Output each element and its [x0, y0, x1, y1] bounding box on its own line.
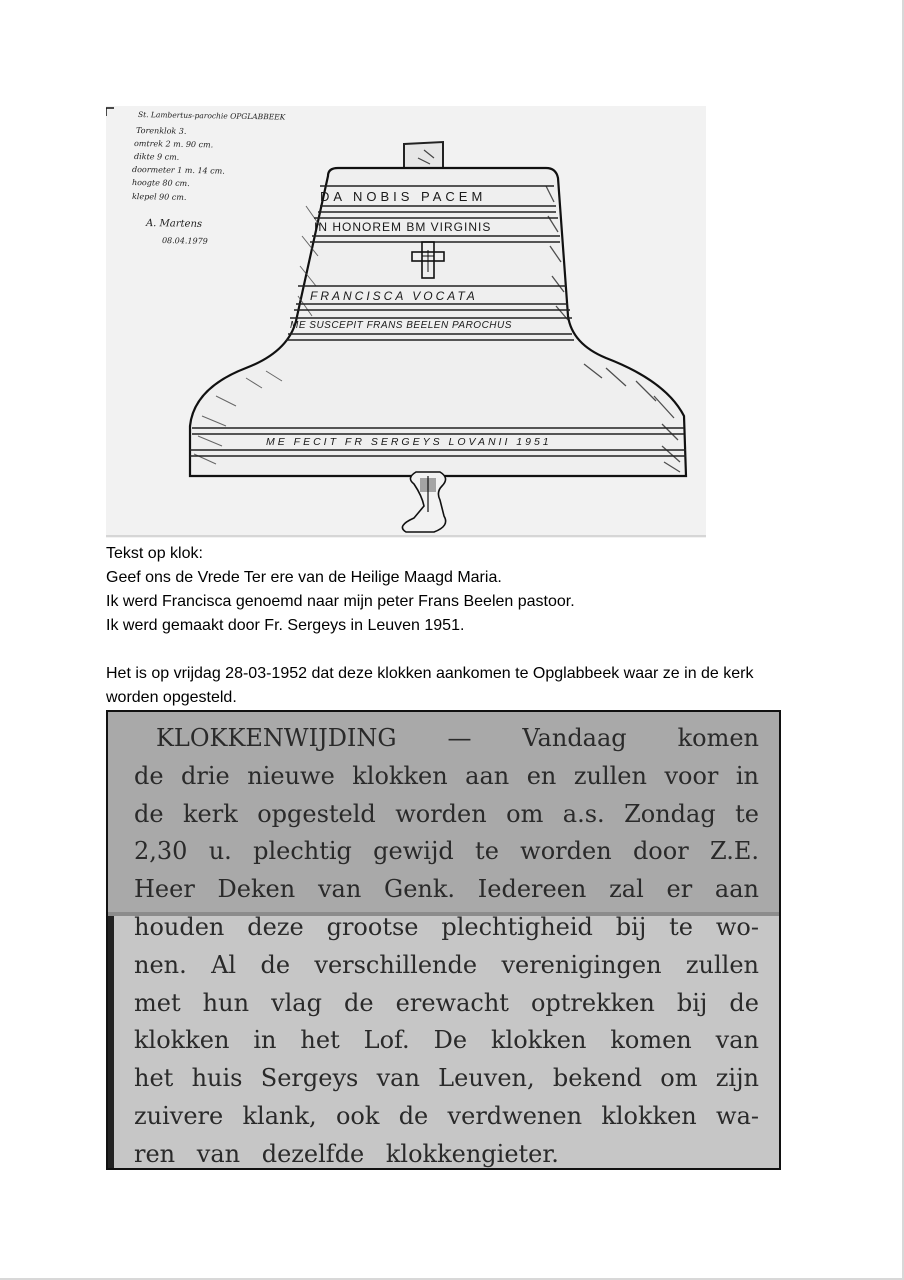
- note-diameter: doormeter 1 m. 14 cm.: [131, 165, 225, 176]
- clipping-headline: KLOKKENWIJDING — Vandaag komen: [156, 724, 759, 752]
- inscription-4: ME SUSCEPIT FRANS BEELEN PAROCHUS: [290, 320, 512, 331]
- arrival-paragraph: Het is op vrijdag 28-03-1952 dat deze klokken aankomen te Opglabbeek waar ze in de kerk worden opgesteld.: [106, 665, 754, 706]
- note-circumference: omtrek 2 m. 90 cm.: [133, 139, 214, 150]
- clipping-line: nen. Al de verschillende verenigingen zullen: [134, 950, 759, 979]
- caption-line: Ik werd Francisca genoemd naar mijn peter Frans Beelen pastoor.: [106, 593, 575, 610]
- inscription-2: IN HONOREM BM VIRGINIS: [314, 220, 492, 234]
- clipping-line: het huis Sergeys van Leuven, bekend om zijn: [134, 1064, 759, 1093]
- clipping-line: ren van dezelfde klokkengieter.: [134, 1139, 559, 1168]
- clipping-line: 2,30 u. plechtig gewijd te worden door Z.E.: [134, 837, 759, 866]
- bell-drawing: [106, 106, 706, 538]
- handwritten-notes: [106, 106, 336, 256]
- newspaper-clipping: [106, 710, 781, 1170]
- caption-line: Ik werd gemaakt door Fr. Sergeys in Leuven 1951.: [106, 617, 465, 634]
- note-thickness: dikte 9 cm.: [133, 152, 180, 162]
- inscription-3: FRANCISCA VOCATA: [310, 289, 478, 303]
- clipping-line: de kerk opgesteld worden om a.s. Zondag te: [134, 799, 759, 828]
- note-clapper: klepel 90 cm.: [131, 192, 187, 202]
- note-parish: St. Lambertus-parochie OPGLABBEEK: [137, 110, 286, 122]
- clipping-line: houden deze grootse plechtigheid bij te wo-: [134, 912, 759, 941]
- caption-line: Geef ons de Vrede Ter ere van de Heilige Maagd Maria.: [106, 569, 502, 586]
- bell-text-caption: [106, 542, 806, 638]
- clipping-line: Heer Deken van Genk. Iedereen zal er aan: [134, 875, 759, 904]
- clipping-line: zuivere klank, ook de verdwenen klokken wa-: [134, 1101, 759, 1130]
- note-height: hoogte 80 cm.: [131, 178, 190, 189]
- clipping-edge: [108, 916, 114, 1168]
- clipping-line: klokken in het Lof. De klokken komen van: [134, 1026, 759, 1055]
- signature: A. Martens: [145, 218, 203, 230]
- clipping-line: de drie nieuwe klokken aan en zullen voor in: [134, 761, 759, 790]
- note-date: 08.04.1979: [161, 236, 208, 246]
- inscription-5: ME FECIT FR SERGEYS LOVANII 1951: [266, 436, 552, 448]
- note-bell-number: Torenklok 3.: [135, 126, 187, 136]
- clipping-line: met hun vlag de erewacht optrekken bij de: [134, 988, 759, 1017]
- clipping-text: [134, 720, 759, 1170]
- inscription-1: DA NOBIS PACEM: [320, 189, 487, 204]
- caption-heading: Tekst op klok:: [106, 545, 203, 562]
